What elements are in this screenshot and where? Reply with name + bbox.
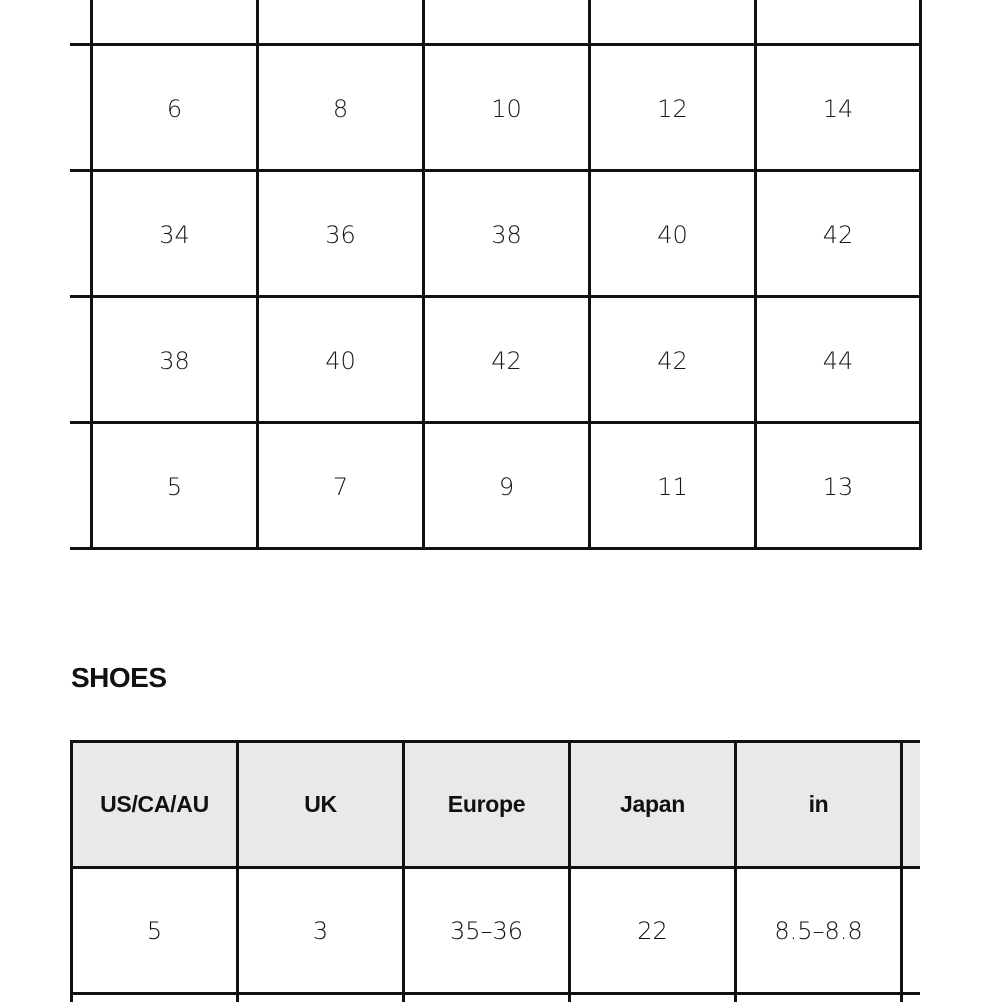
table-cell bbox=[900, 995, 920, 1002]
table-cell: 40 bbox=[256, 298, 422, 424]
column-header: Japan bbox=[568, 743, 734, 866]
table-row bbox=[70, 866, 920, 992]
table-cell bbox=[900, 869, 920, 992]
table-cell: 6 bbox=[90, 46, 256, 172]
table-cell: 42 bbox=[422, 298, 588, 424]
table-cell bbox=[256, 0, 422, 46]
shoe-size-table bbox=[70, 740, 920, 1002]
table-cell: 40 bbox=[588, 172, 754, 298]
table-cell: 42 bbox=[754, 172, 922, 298]
table-cell: 44 bbox=[754, 298, 922, 424]
table-cell bbox=[734, 995, 900, 1002]
table-row bbox=[70, 992, 920, 1002]
column-header: US/CA/AU bbox=[70, 743, 236, 866]
table-cell bbox=[70, 995, 236, 1002]
table-cell: 10 bbox=[422, 46, 588, 172]
table-cell: 13 bbox=[754, 424, 922, 550]
table-cell: 36 bbox=[256, 172, 422, 298]
table-cell: 42 bbox=[588, 298, 754, 424]
table-cell: 8.5–8.8 bbox=[734, 869, 900, 992]
table-cell bbox=[754, 0, 922, 46]
table-cell: 22 bbox=[568, 869, 734, 992]
table-row bbox=[70, 0, 920, 46]
table-cell bbox=[568, 995, 734, 1002]
table-cell: 3 bbox=[236, 869, 402, 992]
section-title-shoes: SHOES bbox=[71, 662, 167, 693]
table-cell: 12 bbox=[588, 46, 754, 172]
table-cell: 38 bbox=[422, 172, 588, 298]
clothing-size-table bbox=[70, 0, 920, 550]
table-row bbox=[70, 46, 920, 172]
table-cell: 11 bbox=[588, 424, 754, 550]
table-cell: 35–36 bbox=[402, 869, 568, 992]
table-cell bbox=[422, 0, 588, 46]
table-cell: 38 bbox=[90, 298, 256, 424]
table-cell: 7 bbox=[256, 424, 422, 550]
table-row bbox=[70, 298, 920, 424]
table-cell: 9 bbox=[422, 424, 588, 550]
table-cell bbox=[236, 995, 402, 1002]
table-cell: 5 bbox=[90, 424, 256, 550]
table-cell: 14 bbox=[754, 46, 922, 172]
column-header: in bbox=[734, 743, 900, 866]
table-row bbox=[70, 172, 920, 298]
table-cell: 8 bbox=[256, 46, 422, 172]
column-header bbox=[900, 743, 920, 866]
table-cell: 34 bbox=[90, 172, 256, 298]
table-cell bbox=[402, 995, 568, 1002]
table-cell bbox=[588, 0, 754, 46]
column-header: UK bbox=[236, 743, 402, 866]
column-header: Europe bbox=[402, 743, 568, 866]
table-row bbox=[70, 424, 920, 550]
table-cell bbox=[90, 0, 256, 46]
table-cell: 5 bbox=[70, 869, 236, 992]
table-header-row bbox=[70, 740, 920, 866]
